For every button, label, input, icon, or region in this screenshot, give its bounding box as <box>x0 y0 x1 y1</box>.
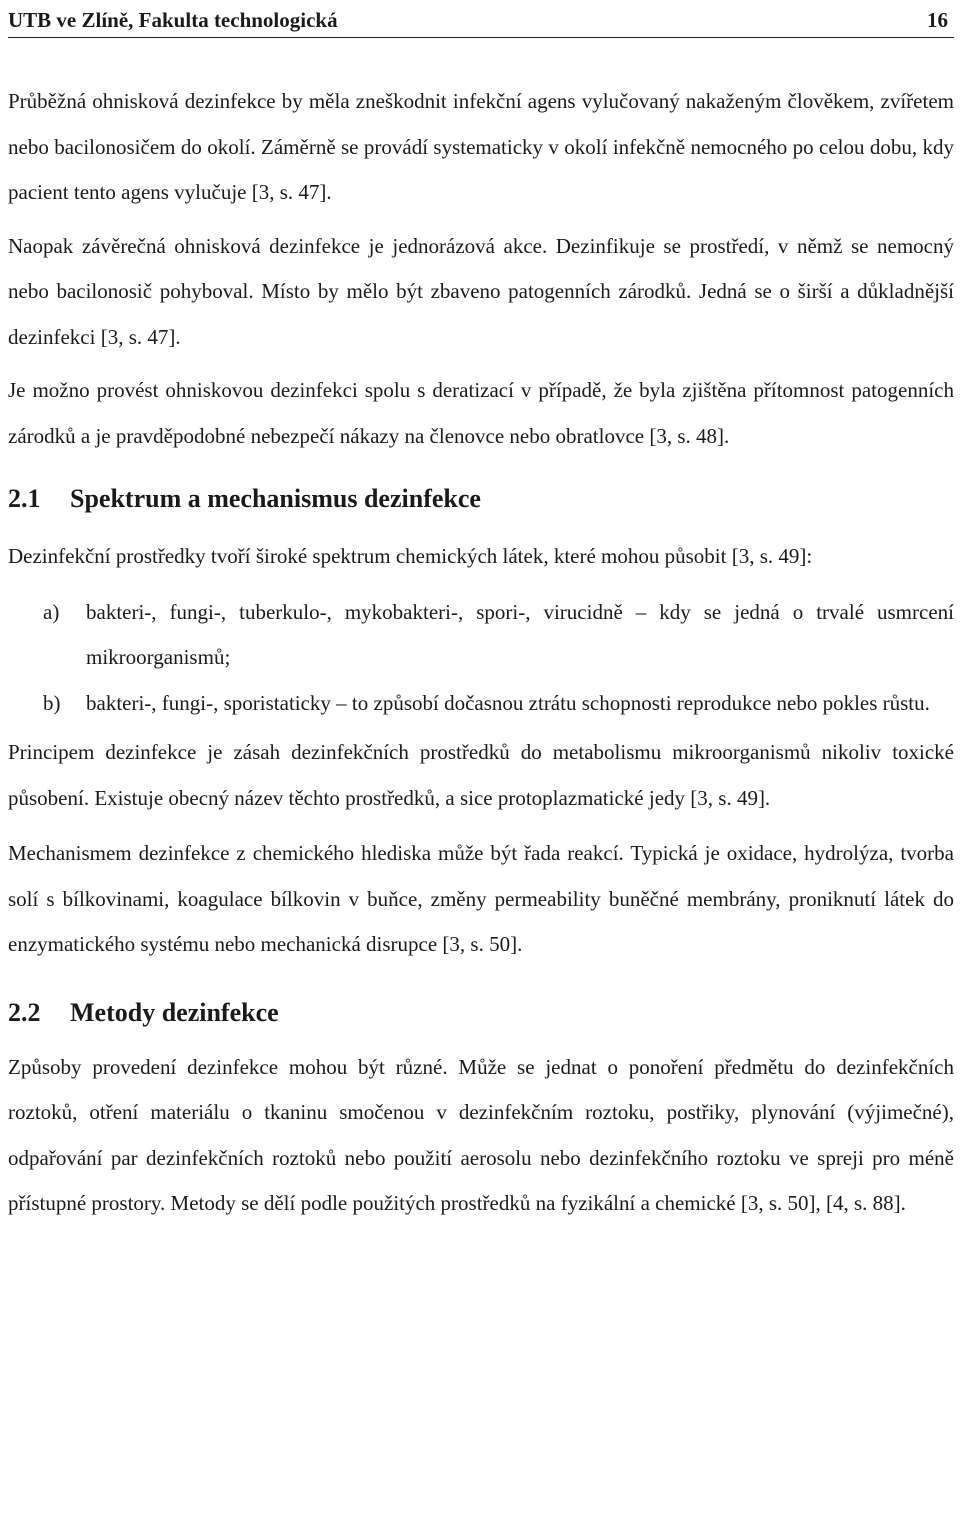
section-number: 2.1 <box>8 484 41 513</box>
paragraph: Dezinfekční prostředky tvoří široké spektrum chemických látek, které mohou působit [3, s. 49]: <box>8 544 813 568</box>
list-marker: b) <box>43 690 61 715</box>
section-title: Spektrum a mechanismus dezinfekce <box>70 484 481 513</box>
paragraph: Naopak závěrečná ohnisková dezinfekce je jednorázová akce. Dezinfikuje se prostředí, v němž se nemocný nebo bacilonosič pohyboval. Místo by mělo být zbaveno patogenních zárodků. Jedná se o širší a důkladnější dezinfekci [3, s. 47]. <box>8 233 954 349</box>
header-page-number: 16 <box>927 8 948 32</box>
header-institution: UTB ve Zlíně, Fakulta technologická <box>8 8 338 32</box>
paragraph: Je možno provést ohniskovou dezinfekci spolu s deratizací v případě, že byla zjištěna přítomnost patogenních zárodků a je pravděpodobné nebezpečí nákazy na členovce nebo obratlovce [3, s. 48]. <box>8 378 954 448</box>
document-page <box>8 0 954 1227</box>
paragraph: Principem dezinfekce je zásah dezinfekčních prostředků do metabolismu mikroorganismů nikoliv toxické působení. Existuje obecný název těchto prostředků, a sice protoplazmatické jedy [3, s. 49]. <box>8 740 954 810</box>
list-item-text: bakteri-, fungi-, tuberkulo-, mykobakteri-, spori-, virucidně – kdy se jedná o trvalé usmrcení mikroorganismů; <box>86 599 954 669</box>
section-heading <box>8 484 954 514</box>
list-marker: a) <box>43 599 60 624</box>
paragraph: Průběžná ohnisková dezinfekce by měla zneškodnit infekční agens vylučovaný nakaženým člověkem, zvířetem nebo bacilonosičem do okolí. Záměrně se provádí systematicky v okolí infekčně nemocného po celou dobu, kdy pacient tento agens vylučuje [3, s. 47]. <box>8 89 954 204</box>
section-number: 2.2 <box>8 997 41 1027</box>
section-heading <box>8 998 954 1028</box>
running-header <box>8 0 954 38</box>
list-item-text: bakteri-, fungi-, sporistaticky – to způsobí dočasnou ztrátu schopnosti reprodukce nebo pokles růstu. <box>86 690 930 715</box>
list-item <box>8 590 954 681</box>
list-item <box>8 681 954 727</box>
section-title: Metody dezinfekce <box>70 997 279 1027</box>
paragraph: Způsoby provedení dezinfekce mohou být různé. Může se jednat o ponoření předmětu do dezinfekčních roztoků, otření materiálu o tkaninu smočenou v dezinfekčním roztoku, postřiky, plynování (výjimečné), odpařování par dezinfekčních roztoků nebo použití aerosolu nebo dezinfekčního roztoku ve spreji pro méně přístupné prostory. Metody se dělí podle použitých prostředků na fyzikální a chemické [3, s. 50], [4, s. 88]. <box>8 1054 954 1215</box>
agent-effect-list <box>8 590 954 727</box>
paragraph: Mechanismem dezinfekce z chemického hlediska může být řada reakcí. Typická je oxidace, hydrolýza, tvorba solí s bílkovinami, koagulace bílkovin v buňce, změny permeability buněčné membrány, proniknutí látek do enzymatického systému nebo mechanická disrupce [3, s. 50]. <box>8 841 954 956</box>
